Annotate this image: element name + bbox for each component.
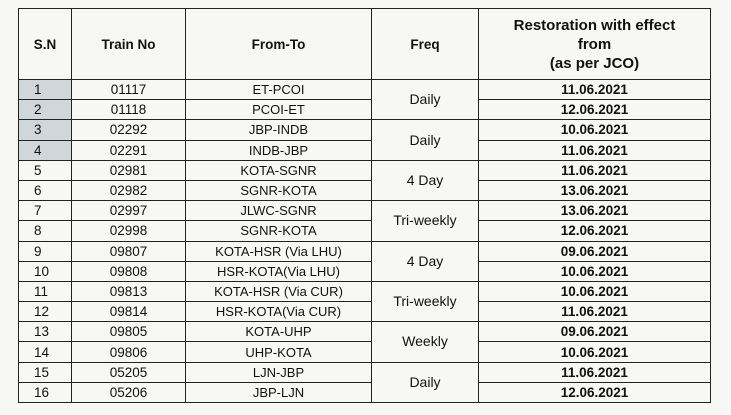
header-restoration-line3: (as per JCO) [549, 54, 640, 72]
cell-sn: 14 [19, 342, 72, 362]
cell-sn: 10 [19, 261, 72, 281]
cell-freq: Tri-weekly [372, 281, 479, 321]
cell-sn: 9 [19, 241, 72, 261]
cell-sn: 2 [19, 100, 72, 120]
cell-from-to: LJN-JBP [186, 362, 372, 382]
cell-restoration-date: 13.06.2021 [479, 201, 711, 221]
cell-restoration-date: 12.06.2021 [479, 221, 711, 241]
cell-restoration-date: 10.06.2021 [479, 281, 711, 301]
cell-from-to: JLWC-SGNR [186, 201, 372, 221]
cell-from-to: HSR-KOTA(Via LHU) [186, 261, 372, 281]
table-row [19, 302, 711, 322]
cell-sn: 16 [19, 382, 72, 402]
cell-restoration-date: 12.06.2021 [479, 100, 711, 120]
cell-sn: 13 [19, 322, 72, 342]
cell-sn: 4 [19, 140, 72, 160]
table-row [19, 180, 711, 200]
cell-train-no: 02982 [72, 180, 186, 200]
table-row [19, 140, 711, 160]
cell-from-to: PCOI-ET [186, 100, 372, 120]
cell-sn: 5 [19, 160, 72, 180]
cell-train-no: 02998 [72, 221, 186, 241]
cell-restoration-date: 11.06.2021 [479, 160, 711, 180]
cell-restoration-date: 11.06.2021 [479, 140, 711, 160]
cell-from-to: SGNR-KOTA [186, 221, 372, 241]
cell-from-to: KOTA-UHP [186, 322, 372, 342]
cell-sn: 6 [19, 180, 72, 200]
cell-sn: 1 [19, 80, 72, 100]
table-row [19, 160, 711, 180]
header-from-to: From-To [186, 9, 372, 80]
cell-restoration-date: 13.06.2021 [479, 180, 711, 200]
cell-train-no: 02997 [72, 201, 186, 221]
cell-from-to: ET-PCOI [186, 80, 372, 100]
header-restoration-line2: from [577, 35, 612, 53]
cell-sn: 12 [19, 302, 72, 322]
cell-sn: 15 [19, 362, 72, 382]
table-row [19, 342, 711, 362]
cell-train-no: 09805 [72, 322, 186, 342]
table-row [19, 221, 711, 241]
cell-train-no: 05205 [72, 362, 186, 382]
table-row [19, 382, 711, 402]
cell-train-no: 09807 [72, 241, 186, 261]
cell-sn: 3 [19, 120, 72, 140]
header-row [19, 9, 711, 80]
table-body [19, 80, 711, 403]
cell-restoration-date: 10.06.2021 [479, 120, 711, 140]
cell-freq: Weekly [372, 322, 479, 362]
table-row [19, 201, 711, 221]
cell-from-to: SGNR-KOTA [186, 180, 372, 200]
cell-freq: 4 Day [372, 160, 479, 200]
header-sn: S.N [19, 9, 72, 80]
cell-restoration-date: 11.06.2021 [479, 362, 711, 382]
cell-sn: 11 [19, 281, 72, 301]
train-restoration-table [18, 8, 711, 403]
table-row [19, 120, 711, 140]
cell-from-to: KOTA-SGNR [186, 160, 372, 180]
cell-sn: 8 [19, 221, 72, 241]
cell-sn: 7 [19, 201, 72, 221]
table-row [19, 281, 711, 301]
header-restoration [479, 9, 711, 80]
cell-train-no: 01117 [72, 80, 186, 100]
header-freq: Freq [372, 9, 479, 80]
cell-from-to: UHP-KOTA [186, 342, 372, 362]
cell-from-to: JBP-LJN [186, 382, 372, 402]
header-restoration-line1: Restoration with effect [513, 16, 676, 34]
cell-from-to: KOTA-HSR (Via LHU) [186, 241, 372, 261]
cell-train-no: 01118 [72, 100, 186, 120]
table-header [19, 9, 711, 80]
cell-train-no: 02981 [72, 160, 186, 180]
cell-from-to: JBP-INDB [186, 120, 372, 140]
cell-restoration-date: 10.06.2021 [479, 342, 711, 362]
cell-train-no: 05206 [72, 382, 186, 402]
cell-freq: Daily [372, 80, 479, 120]
cell-from-to: HSR-KOTA(Via CUR) [186, 302, 372, 322]
cell-restoration-date: 09.06.2021 [479, 241, 711, 261]
table-row [19, 100, 711, 120]
cell-restoration-date: 12.06.2021 [479, 382, 711, 402]
cell-train-no: 02292 [72, 120, 186, 140]
cell-restoration-date: 09.06.2021 [479, 322, 711, 342]
cell-train-no: 09806 [72, 342, 186, 362]
cell-train-no: 09813 [72, 281, 186, 301]
cell-freq: Daily [372, 362, 479, 402]
cell-restoration-date: 11.06.2021 [479, 80, 711, 100]
cell-restoration-date: 11.06.2021 [479, 302, 711, 322]
table-row [19, 362, 711, 382]
cell-freq: Tri-weekly [372, 201, 479, 241]
cell-freq: 4 Day [372, 241, 479, 281]
table-row [19, 80, 711, 100]
cell-train-no: 09808 [72, 261, 186, 281]
cell-restoration-date: 10.06.2021 [479, 261, 711, 281]
table-row [19, 261, 711, 281]
table-row [19, 322, 711, 342]
table-row [19, 241, 711, 261]
header-train-no: Train No [72, 9, 186, 80]
cell-train-no: 02291 [72, 140, 186, 160]
cell-from-to: KOTA-HSR (Via CUR) [186, 281, 372, 301]
cell-freq: Daily [372, 120, 479, 160]
cell-train-no: 09814 [72, 302, 186, 322]
cell-from-to: INDB-JBP [186, 140, 372, 160]
